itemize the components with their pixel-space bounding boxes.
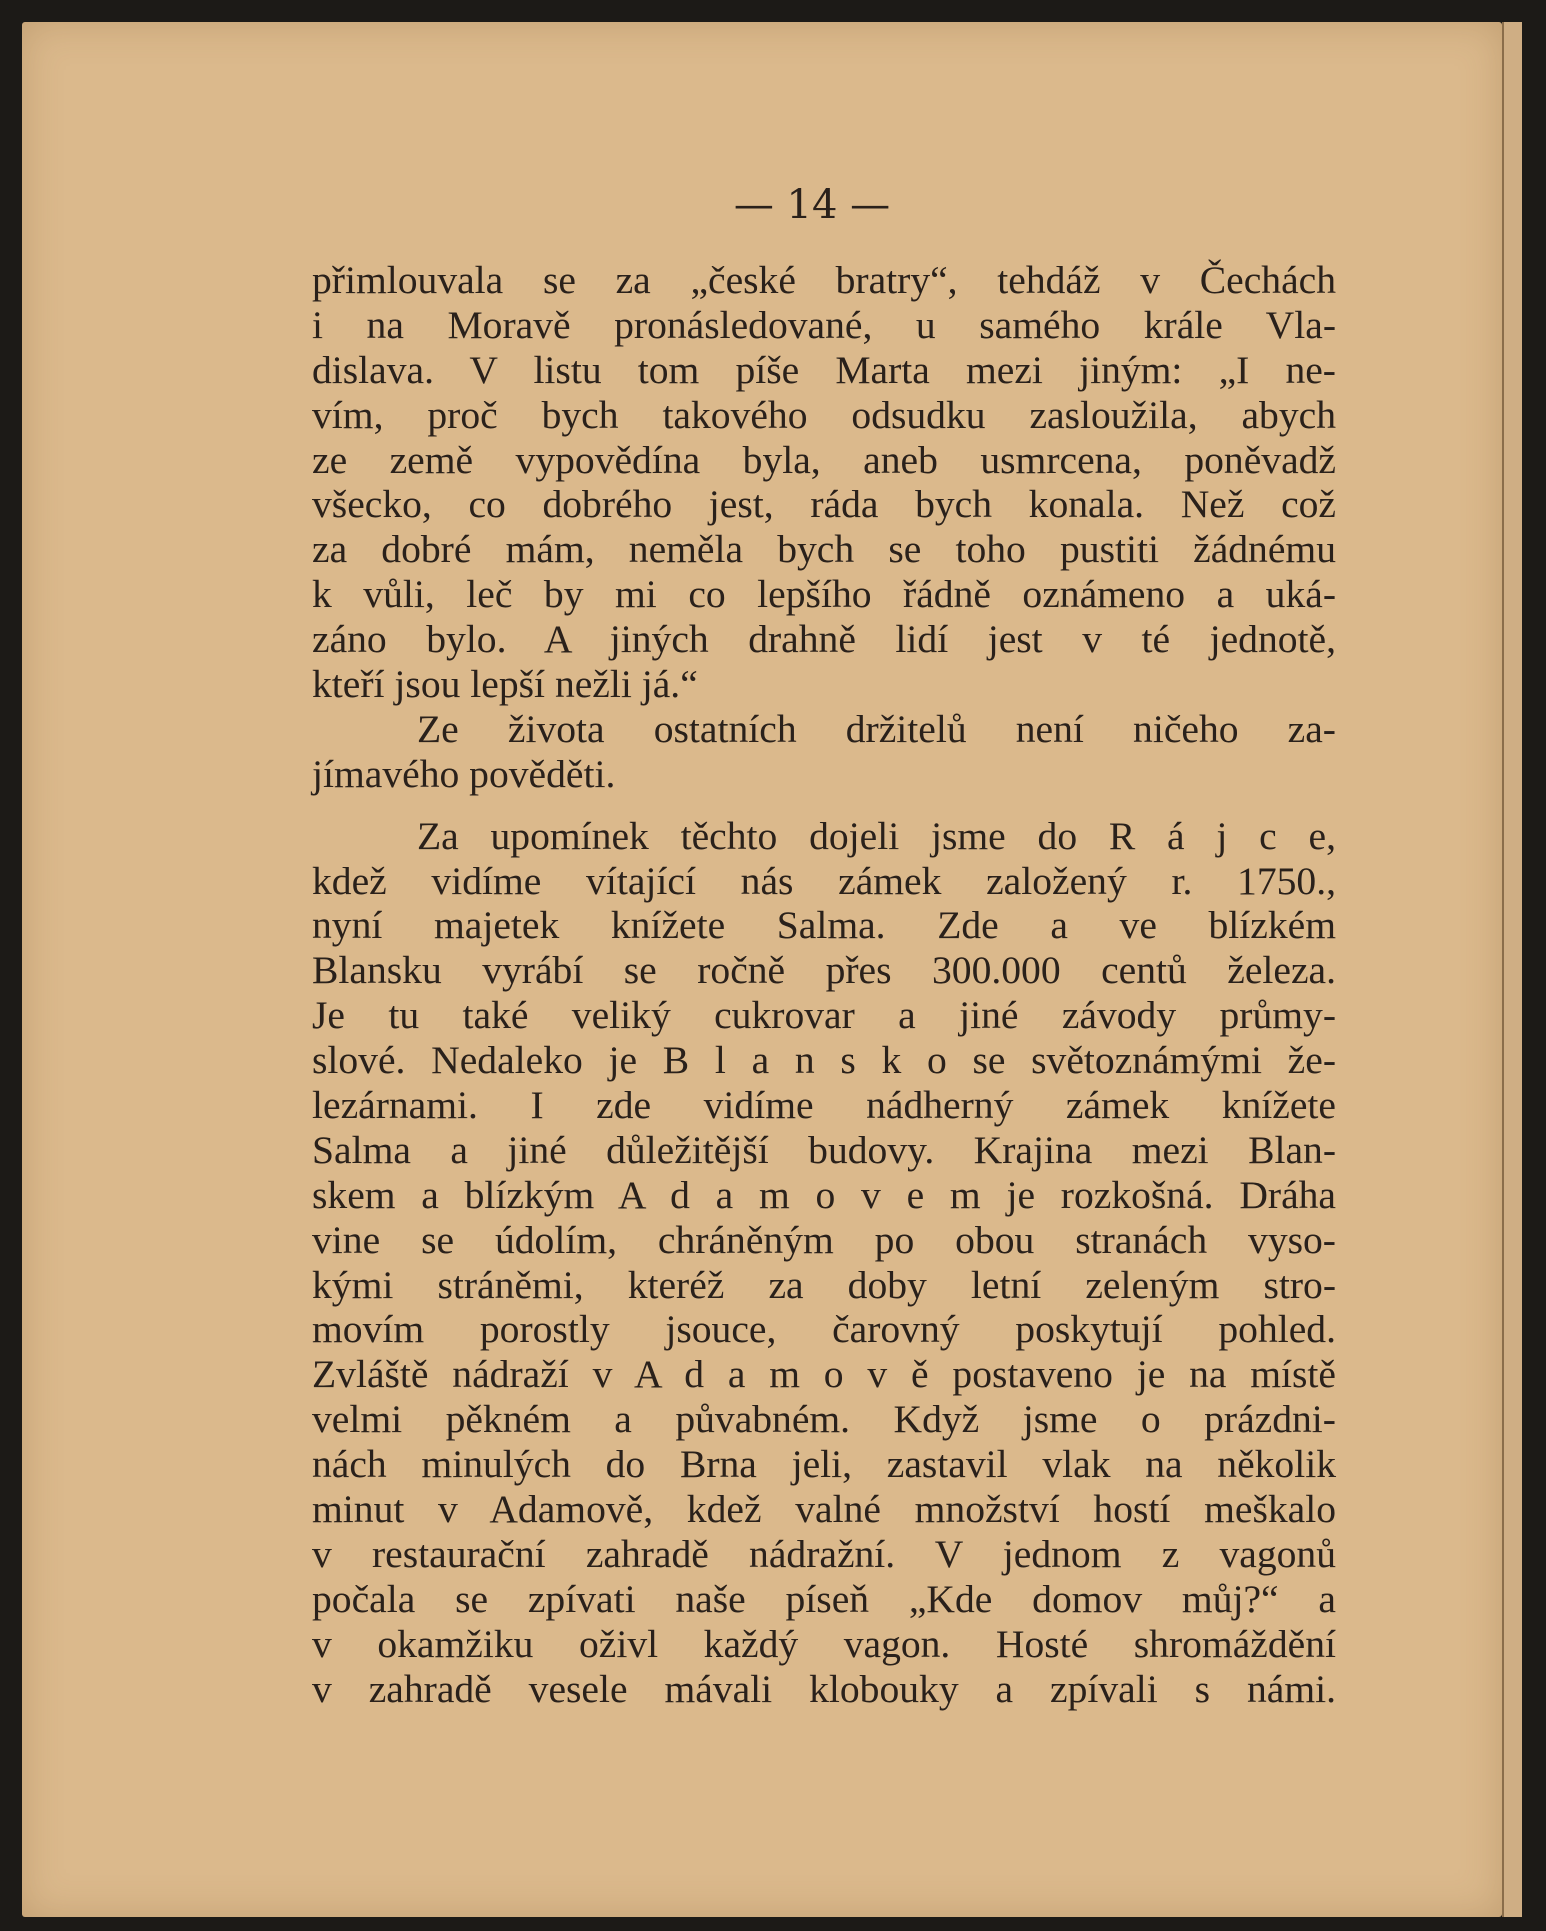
text-line: nyní majetek knížete Salma. Zde a ve blízkém — [312, 903, 1336, 948]
text-line: lezárnami. I zde vidíme nádherný zámek knížete — [312, 1083, 1336, 1128]
text-line: nách minulých do Brna jeli, zastavil vlak na několik — [312, 1442, 1336, 1487]
text-line: vine se údolím, chráněným po obou stranách vyso- — [312, 1217, 1336, 1262]
text-line: kdež vidíme vítající nás zámek založený r. 1750., — [312, 858, 1336, 903]
text-line: ze země vypovědína byla, aneb usmrcena, poněvadž — [312, 437, 1336, 482]
text-line: kteří jsou lepší nežli já.“ — [312, 662, 698, 707]
text-line: Ze života ostatních držitelů není ničeho za- — [417, 706, 1336, 751]
text-line: minut v Adamově, kdež valné množství hostí meškalo — [312, 1487, 1336, 1532]
body-text — [312, 258, 1336, 1712]
text-line: i na Moravě pronásledované, u samého krále Vla- — [312, 302, 1336, 347]
text-line: kými stráněmi, kteréž za doby letní zeleným stro- — [312, 1262, 1336, 1307]
text-line: přimlouvala se za „české bratry“, tehdáž v Čechách — [312, 258, 1336, 302]
text-line: v okamžiku oživl každý vagon. Hosté shromáždění — [312, 1621, 1336, 1666]
text-line: movím porostly jsouce, čarovný poskytují pohled. — [312, 1307, 1336, 1352]
page-edge — [1502, 22, 1522, 1917]
text-line: velmi pěkném a půvabném. Když jsme o prázdni- — [312, 1397, 1336, 1442]
text-line: vím, proč bych takového odsudku zasloužila, abych — [312, 392, 1336, 437]
text-line: Salma a jiné důležitější budovy. Krajina mezi Blan- — [312, 1127, 1336, 1172]
text-line: dislava. V listu tom píše Marta mezi jiným: „I ne- — [312, 347, 1336, 392]
text-line: v restaurační zahradě nádražní. V jednom z vagonů — [312, 1531, 1336, 1576]
text-line: počala se zpívati naše píseň „Kde domov můj?“ a — [312, 1576, 1336, 1621]
text-line: v zahradě vesele mávali klobouky a zpívali s námi. — [312, 1666, 1336, 1711]
text-line: za dobré mám, neměla bych se toho pustiti žádnému — [312, 527, 1336, 572]
text-line: Zvláště nádraží v A d a m o v ě postaveno je na místě — [312, 1352, 1336, 1397]
page-number: — 14 — — [733, 182, 891, 228]
text-line: jímavého pověděti. — [312, 751, 616, 796]
text-line: Blansku vyrábí se ročně přes 300.000 centů železa. — [312, 948, 1336, 993]
text-line: skem a blízkým A d a m o v e m je rozkošná. Dráha — [312, 1172, 1336, 1217]
text-line: všecko, co dobrého jest, ráda bych konala. Než což — [312, 482, 1336, 527]
text-line: záno bylo. A jiných drahně lidí jest v té jednotě, — [312, 617, 1336, 662]
text-line: k vůli, leč by mi co lepšího řádně oznámeno a uká- — [312, 572, 1336, 617]
text-line: Je tu také veliký cukrovar a jiné závody průmy- — [312, 993, 1336, 1038]
text-line: slové. Nedaleko je B l a n s k o se světoznámými že- — [312, 1038, 1336, 1083]
text-line: Za upomínek těchto dojeli jsme do R á j c e, — [417, 813, 1336, 858]
